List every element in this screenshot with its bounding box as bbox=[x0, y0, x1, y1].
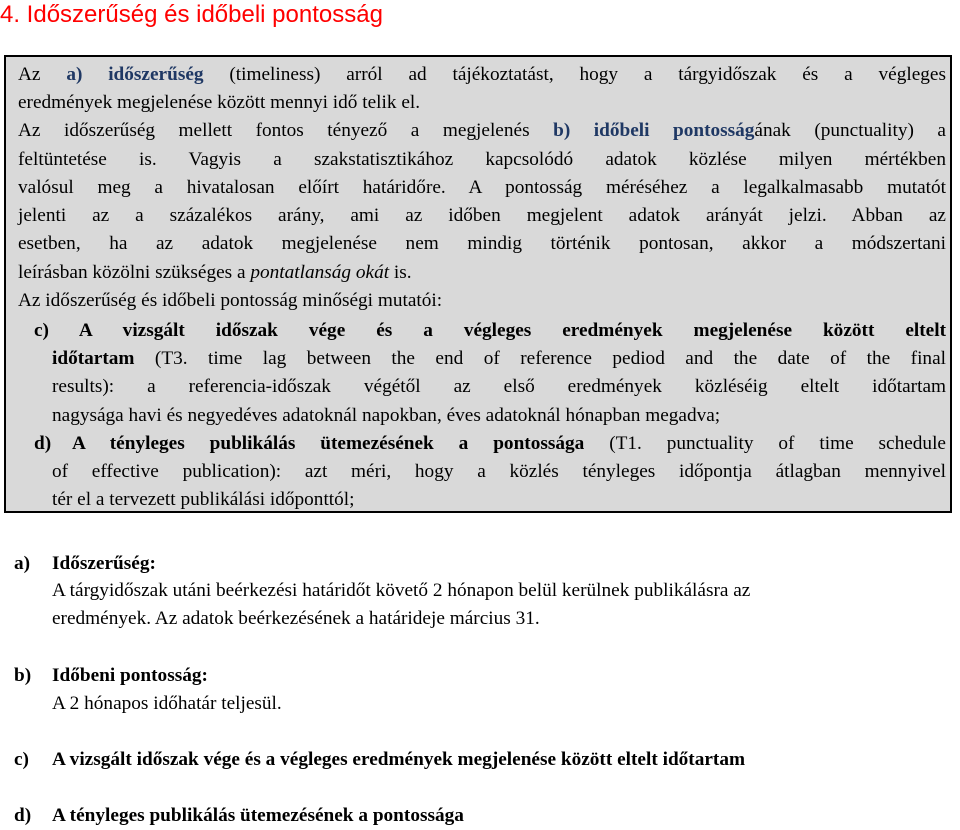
section-d-label: d) bbox=[14, 805, 32, 826]
box-line-3: Az időszerűség mellett fontos tényező a megjelenés b) időbeli pontosságának (punctuality) a bbox=[18, 120, 946, 141]
section-a-label: a) bbox=[14, 553, 31, 574]
section-c-label: c) bbox=[14, 749, 29, 770]
section-a-title: Időszerűség: bbox=[52, 553, 156, 574]
section-b-title: Időbeni pontosság: bbox=[52, 665, 208, 686]
section-b-line-1: A 2 hónapos időhatár teljesül. bbox=[52, 693, 282, 714]
indicator-d-line-1: A tényleges publikálás ütemezésének a pontossága (T1. punctuality of time schedule bbox=[72, 433, 946, 454]
indicator-d-line-2: of effective publication): azt méri, hogy a közlés tényleges időpontja átlagban mennyivel bbox=[52, 461, 946, 482]
section-a-line-1: A tárgyidőszak utáni beérkezési határidőt követő 2 hónapon belül kerülnek publikálásra az bbox=[52, 580, 751, 601]
inaccuracy-reason: pontatlanság okát bbox=[250, 262, 390, 283]
indicator-c-line-2: időtartam (T3. time lag between the end of reference pediod and the date of the final bbox=[52, 348, 946, 369]
box-line-5: valósul meg a hivatalosan előírt határidőre. A pontosság méréséhez a legalkalmasabb mutatót bbox=[18, 177, 946, 198]
box-line-2: eredmények megjelenése között mennyi idő telik el. bbox=[18, 92, 421, 113]
box-line-8: leírásban közölni szükséges a pontatlanság okát is. bbox=[18, 262, 412, 283]
indicator-c-line-1: c) A vizsgált időszak vége és a végleges eredmények megjelenése között eltelt bbox=[34, 320, 946, 341]
section-b-label: b) bbox=[14, 665, 32, 686]
box-line-9: Az időszerűség és időbeli pontosság minőségi mutatói: bbox=[18, 290, 443, 311]
indicator-d-line-3: tér el a tervezett publikálási időponttól; bbox=[52, 489, 355, 510]
section-heading: 4. Időszerűség és időbeli pontosság bbox=[0, 1, 383, 28]
section-d-title: A tényleges publikálás ütemezésének a pontossága bbox=[52, 805, 464, 826]
box-line-7: esetben, ha az adatok megjelenése nem mindig történik pontosan, akkor a módszertani bbox=[18, 233, 946, 254]
box-line-1: Az a) időszerűség (timeliness) arról ad tájékoztatást, hogy a tárgyidőszak és a végleges bbox=[18, 64, 946, 85]
term-punctuality: b) időbeli pontosság bbox=[553, 120, 755, 141]
box-line-4: feltüntetése is. Vagyis a szakstatisztikához kapcsolódó adatok közlése milyen mértékben bbox=[18, 149, 946, 170]
indicator-c-line-3: results): a referencia-időszak végétől az első eredmények közléséig eltelt időtartam bbox=[52, 376, 946, 397]
indicator-d-label: d) bbox=[34, 433, 52, 454]
indicator-c-line-4: nagysága havi és negyedéves adatoknál napokban, éves adatoknál hónapban megadva; bbox=[52, 405, 721, 426]
term-timeliness: a) időszerűség bbox=[66, 64, 204, 85]
box-line-6: jelenti az a százalékos arány, ami az időben megjelent adatok arányát jelzi. Abban az bbox=[18, 205, 946, 226]
section-a-line-2: eredmények. Az adatok beérkezésének a határideje március 31. bbox=[52, 608, 540, 629]
section-c-title: A vizsgált időszak vége és a végleges eredmények megjelenése között eltelt időtartam bbox=[52, 749, 746, 770]
